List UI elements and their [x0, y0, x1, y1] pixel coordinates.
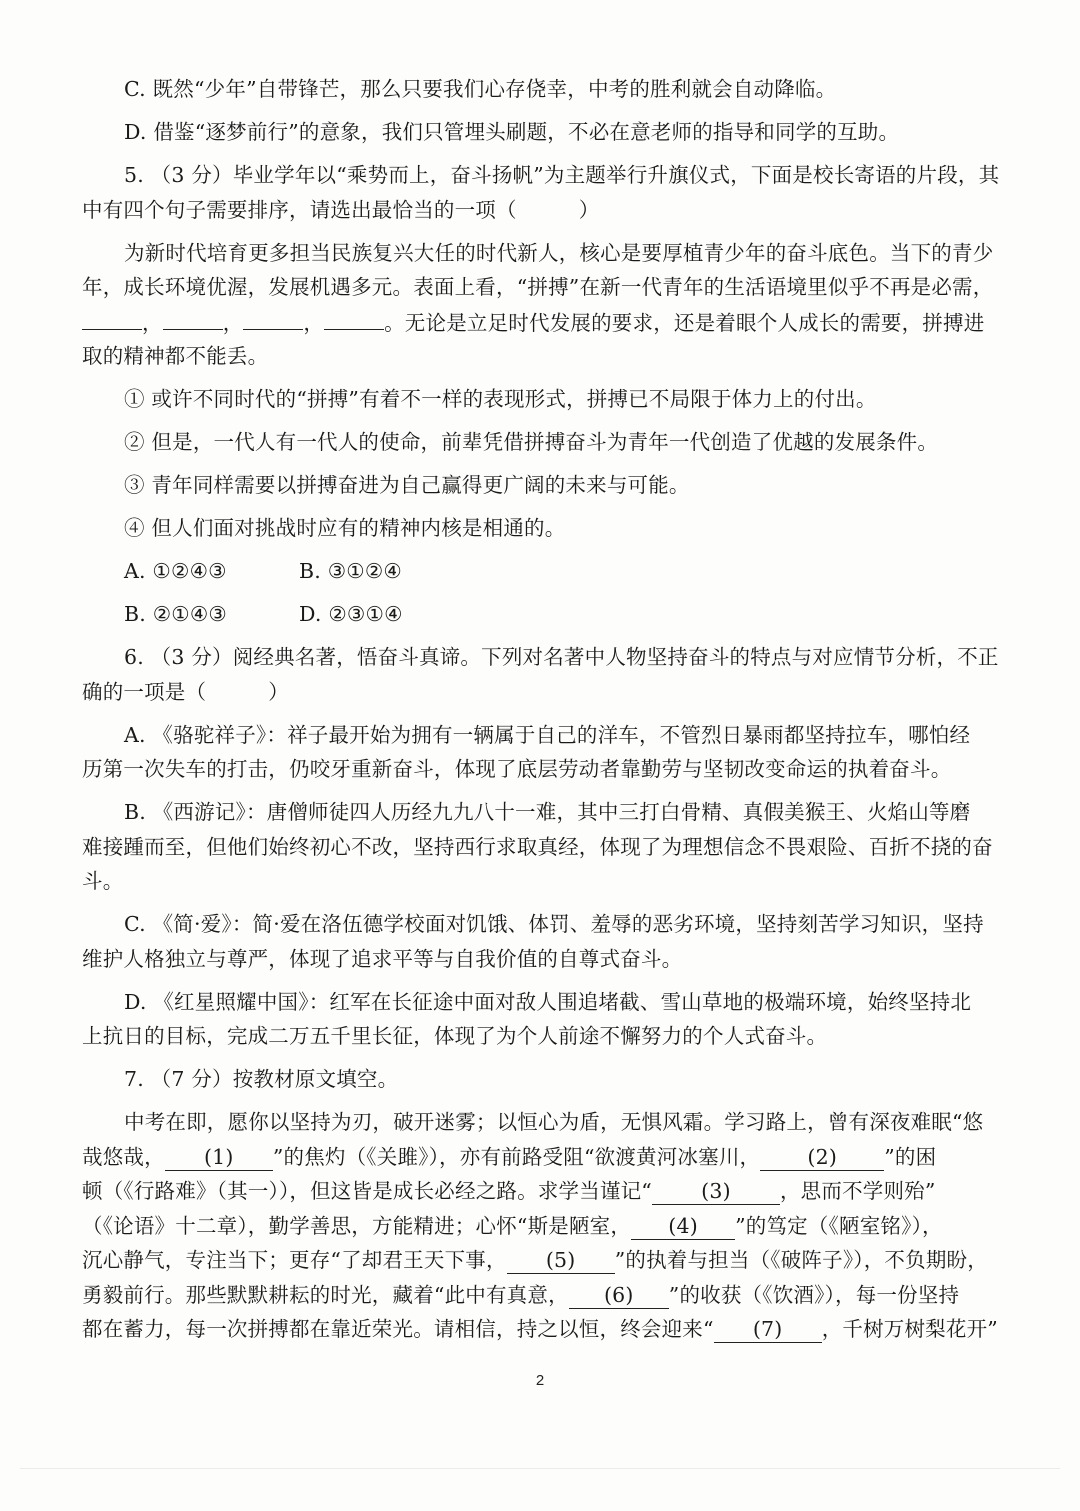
q7-text: ，千树万树梨花开” [821, 1317, 998, 1341]
q7-blank-1: (1) [165, 1144, 273, 1171]
q5-passage-line-3 [82, 305, 1002, 340]
q5-blank-3 [243, 305, 303, 330]
q6-option-b-line-2: 难接踵而至，但他们始终初心不改，坚持西行求取真经，体现了为理想信念不畏艰险、百折不挠的奋 [82, 834, 993, 859]
q7-line-3 [82, 1174, 1002, 1209]
q6-stem-line-1: 6. （3 分）阅经典名著，悟奋斗真谛。下列对名著中人物坚持奋斗的特点与对应情节分析，不正 [124, 645, 999, 669]
q7-blank-4: (4) [631, 1213, 735, 1240]
q5-passage-line-1: 为新时代培育更多担当民族复兴大任的时代新人，核心是要厚植青少年的奋斗底色。当下的青少 [124, 240, 994, 265]
q7-blank-3: (3) [652, 1178, 780, 1205]
q6-option-b-line-1: B. 《西游记》：唐僧师徒四人历经九九八十一难，其中三打白骨精、真假美猴王、火焰山等磨 [124, 800, 971, 824]
q5-sentence-1: ① 或许不同时代的“拼搏”有着不一样的表现形式，拼搏已不局限于体力上的付出。 [124, 387, 877, 411]
q7-line-1: 中考在即，愿你以坚持为刃，破开迷雾；以恒心为盾，无惧风霜。学习路上，曾有深夜难眠“悠 [124, 1110, 984, 1134]
q7-text: 都在蓄力，每一次拼搏都在靠近荣光。请相信，持之以恒，终会迎来“ [82, 1317, 714, 1341]
q5-stem-line-2: 中有四个句子需要排序，请选出最恰当的一项（ ） [82, 197, 600, 222]
q6-option-a-line-2: 历第一次失车的打击，仍咬牙重新奋斗，体现了底层劳动者靠勤劳与坚韧改变命运的执着奋斗。 [82, 757, 952, 781]
q5-passage-line-3-tail: 。无论是立足时代发展的要求，还是着眼个人成长的需要，拼搏进 [384, 310, 985, 335]
q4-option-d: D. 借鉴“逐梦前行”的意象，我们只管埋头刷题，不必在意老师的指导和同学的互助。 [124, 120, 900, 144]
q7-text: 沉心静气，专注当下；更存“了却君王天下事， [82, 1248, 507, 1272]
q5-option-b-second: B. ②①④③ [124, 602, 228, 626]
q7-blank-2: (2) [760, 1144, 884, 1171]
q7-text: 勇毅前行。那些默默耕耘的时光，藏着“此中有真意， [82, 1282, 569, 1307]
q6-option-c-line-2: 维护人格独立与尊严，体现了追求平等与自我价值的自尊式奋斗。 [82, 946, 683, 971]
q5-blank-1 [82, 305, 142, 330]
q7-text: 哉悠哉， [82, 1144, 165, 1169]
q5-option-d: D. ②③①④ [299, 602, 403, 626]
footer-divider [20, 1468, 1060, 1469]
q5-sentence-2: ② 但是，一代人有一代人的使命，前辈凭借拼搏奋斗为青年一代创造了优越的发展条件。 [124, 430, 939, 454]
page-number: 2 [535, 1372, 545, 1389]
q5-option-a: A. ①②④③ [124, 559, 227, 583]
q5-comma: ， [222, 310, 244, 335]
q5-blank-4 [324, 305, 384, 330]
q5-sentence-3: ③ 青年同样需要以拼搏奋进为自己赢得更广阔的未来与可能。 [124, 473, 690, 497]
q5-comma: ， [303, 310, 325, 335]
q7-text: ”的困 [884, 1144, 937, 1169]
q5-comma: ， [142, 310, 163, 335]
q7-blank-5: (5) [507, 1247, 615, 1274]
q7-text: ”的笃定（《陋室铭》）， [735, 1213, 943, 1238]
q6-option-c-line-1: C. 《简·爱》：简·爱在洛伍德学校面对饥饿、体罚、羞辱的恶劣环境，坚持刻苦学习知识，坚持 [124, 912, 984, 936]
q7-text: ”的焦灼（《关雎》），亦有前路受阻“欲渡黄河冰塞川， [272, 1144, 761, 1169]
q7-text: 顿（《行路难》（其一）），但这皆是成长必经之路。求学当谨记“ [82, 1179, 652, 1203]
q7-text: ，思而不学则殆” [779, 1179, 936, 1203]
q7-text: （《论语》十二章），勤学善思，方能精进；心怀“斯是陋室， [82, 1213, 632, 1238]
q7-blank-6: (6) [569, 1282, 669, 1309]
page-content [82, 72, 1002, 1347]
q4-option-c: C. 既然“少年”自带锋芒，那么只要我们心存侥幸，中考的胜利就会自动降临。 [124, 77, 837, 101]
q7-line-6 [82, 1278, 1002, 1313]
q5-sentence-4: ④ 但人们面对挑战时应有的精神内核是相通的。 [124, 516, 566, 540]
q7-line-5 [82, 1243, 1002, 1278]
q5-passage-line-2: 年，成长环境优渥，发展机遇多元。表面上看，“拼搏”在新一代青年的生活语境里似乎不再是必需， [82, 275, 994, 299]
q7-stem: 7. （7 分）按教材原文填空。 [124, 1067, 399, 1091]
q7-line-4 [82, 1209, 1002, 1244]
q6-option-d-line-2: 上抗日的目标，完成二万五千里长征，体现了为个人前途不懈努力的个人式奋斗。 [82, 1024, 828, 1048]
q6-option-b-line-3: 斗。 [82, 869, 124, 893]
q5-options-row-2 [82, 597, 1002, 632]
q6-option-a-line-1: A. 《骆驼祥子》：祥子最开始为拥有一辆属于自己的洋车，不管烈日暴雨都坚持拉车，哪怕经 [124, 722, 971, 747]
q7-text: ”的收获（《饮酒》），每一份坚持 [668, 1282, 960, 1307]
q5-blank-2 [163, 305, 223, 330]
q7-text: ”的执着与担当（《破阵子》），不负期盼， [614, 1248, 988, 1272]
q5-options-row-1 [82, 554, 1002, 589]
q5-passage-line-4: 取的精神都不能丢。 [82, 344, 269, 368]
q7-line-7 [82, 1312, 1002, 1347]
q7-line-2 [82, 1140, 1002, 1175]
q6-option-d-line-1: D. 《红星照耀中国》：红军在长征途中面对敌人围追堵截、雪山草地的极端环境，始终坚持北 [124, 989, 972, 1014]
q5-stem-line-1: 5. （3 分）毕业学年以“乘势而上，奋斗扬帆”为主题举行升旗仪式，下面是校长寄语的片段，其 [124, 163, 1000, 187]
q6-stem-line-2: 确的一项是（ ） [82, 679, 289, 704]
q7-blank-7: (7) [714, 1316, 822, 1343]
q5-option-b: B. ③①②④ [299, 559, 403, 583]
